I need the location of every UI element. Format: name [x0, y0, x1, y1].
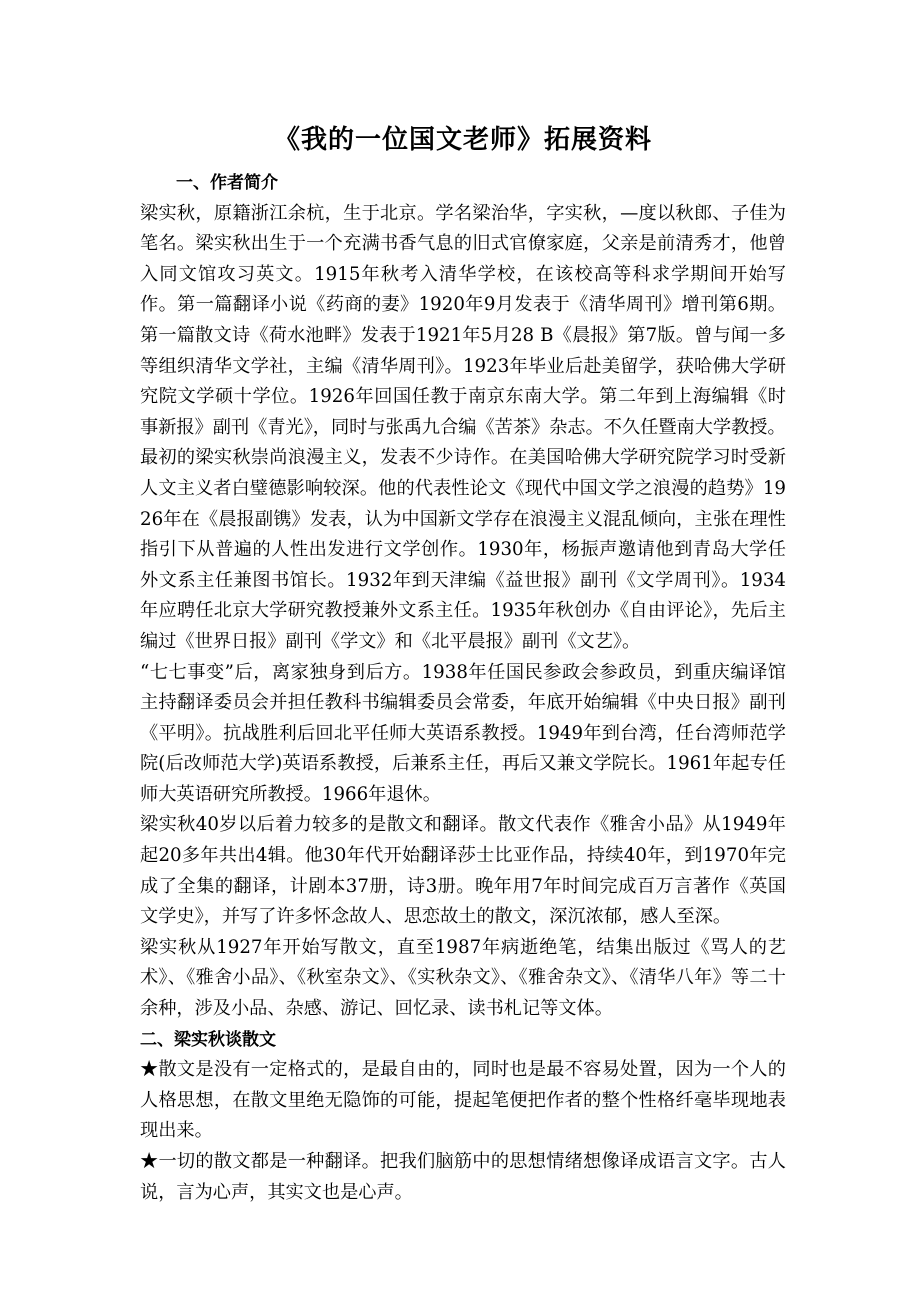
section-heading-on-prose: 二、梁实秋谈散文 — [140, 1029, 276, 1050]
section-heading-author-intro: 一、作者简介 — [176, 173, 278, 193]
document-title: 《我的一位国文老师》拓展资料 — [273, 125, 652, 155]
paragraph: 梁实秋40岁以后着力较多的是散文和翻译。散文代表作《雅舍小品》从1949年起20多年共出4辑。他30年代开始翻译莎士比亚作品，持续40年，到1970年完成了全集的翻译，计剧本37册，诗3册。晚年用7年时间完成百万言著作《英国文学史》，并写了许多怀念故人、思恋故土的散文，深沉浓郁，感人至深。 — [140, 814, 786, 928]
paragraph: ★一切的散文都是一种翻译。把我们脑筋中的思想情绪想像译成语言文字。古人说，言为心声，其实文也是心声。 — [140, 1151, 786, 1203]
paragraph: ★散文是没有一定格式的，是最自由的，同时也是最不容易处置，因为一个人的人格思想，在散文里绝无隐饰的可能，提起笔便把作者的整个性格纤毫毕现地表现出来。 — [140, 1059, 786, 1142]
paragraph: 梁实秋从1927年开始写散文，直至1987年病逝绝笔，结集出版过《骂人的艺术》、《雅舍小品》、《秋室杂文》、《实秋杂文》、《雅舍杂文》、《清华八年》等二十余种，涉及小品、杂感、游记、回忆录、读书札记等文体。 — [140, 936, 786, 1020]
paragraph: 梁实秋，原籍浙江余杭，生于北京。学名梁治华，字实秋，—度以秋郎、子佳为笔名。梁实秋出生于一个充满书香气息的旧式官僚家庭，父亲是前清秀才，他曾入同文馆攻习英文。1915年秋考入清华学校，在该校高等科求学期间开始写作。第一篇翻译小说《药商的妻》1920年9月发表于《清华周刊》增刊第6期。第一篇散文诗《荷水池畔》发表于1921年5月28 B《晨报》第7版。曾与闻一多等组织清华文学社，主编《清华周刊》。1923年毕业后赴美留学，获哈佛大学研究院文学硕十学位。1926年回国任教于南京东南大学。第二年到上海编辑《时事新报》副刊《青光》，同时与张禹九合编《苦茶》杂志。不久任暨南大学教授。 — [140, 202, 786, 438]
paragraph: “七七事变”后，离家独身到后方。1938年任国民参政会参政员，到重庆编译馆主持翻译委员会并担任教科书编辑委员会常委，年底开始编辑《中央日报》副刊《平明》。抗战胜利后回北平任师大英语系教授。1949年到台湾，任台湾师范学院(后改师范大学)英语系教授，后兼系主任，再后又兼文学院长。1961年起专任师大英语研究所教授。1966年退休。 — [140, 661, 786, 805]
paragraph: 最初的梁实秋崇尚浪漫主义，发表不少诗作。在美国哈佛大学研究院学习时受新人文主义者白璧德影响较深。他的代表性论文《现代中国文学之浪漫的趋势》1926年在《晨报副镌》发表，认为中国新文学存在浪漫主义混乱倾向，主张在理性指引下从普遍的人性出发进行文学创作。1930年，杨振声邀请他到青岛大学任外文系主任兼图书馆长。1932年到天津编《益世报》副刊《文学周刊》。1934年应聘任北京大学研究教授兼外文系主任。1935年秋创办《自由评论》，先后主编过《世界日报》副刊《学文》和《北平晨报》副刊《文艺》。 — [140, 447, 786, 652]
document-page — [140, 118, 786, 1208]
